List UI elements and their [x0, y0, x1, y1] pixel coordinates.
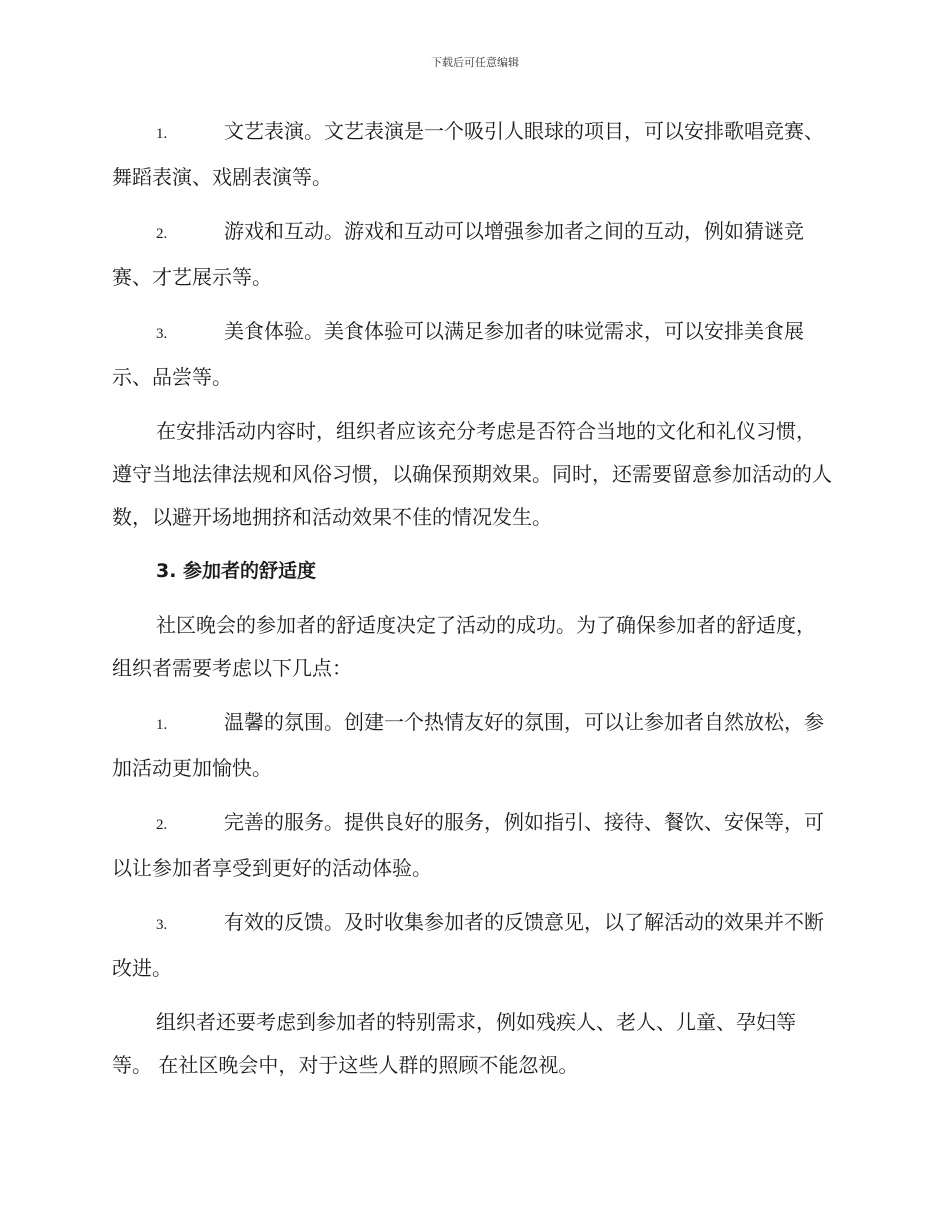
paragraph-comfort-intro: 社区晚会的参加者的舒适度决定了活动的成功。为了确保参加者的舒适度，组织者需要考虑以下几点：	[112, 613, 816, 680]
list-item	[112, 901, 832, 990]
list-item-text: 文艺表演。文艺表演是一个吸引人眼球的项目，可以安排歌唱竞赛、舞蹈表演、戏剧表演等。	[112, 119, 824, 189]
list-item-text: 有效的反馈。及时收集参加者的反馈意见，以了解活动的效果并不断改进。	[112, 910, 824, 980]
document-body	[112, 110, 832, 1098]
list-item-text: 完善的服务。提供良好的服务，例如指引、接待、餐饮、安保等，可以让参加者享受到更好的活动体验。	[112, 810, 824, 880]
list-item-number: 1.	[156, 126, 168, 142]
list-item-number: 3.	[156, 326, 168, 342]
list-item	[112, 801, 832, 890]
page-header: 下载后可任意编辑	[431, 56, 519, 69]
paragraph-special-needs: 组织者还要考虑到参加者的特别需求，例如残疾人、老人、儿童、孕妇等等。 在社区晚会中，对于这些人群的照顾不能忽视。	[112, 1010, 796, 1077]
list-item-number: 3.	[156, 917, 168, 933]
list-item-text: 游戏和互动。游戏和互动可以增强参加者之间的互动，例如猜谜竞赛、才艺展示等。	[112, 219, 804, 289]
list-item	[112, 310, 832, 399]
list-item	[112, 110, 832, 199]
list-item-number: 2.	[156, 226, 168, 242]
paragraph-activity-planning: 在安排活动内容时，组织者应该充分考虑是否符合当地的文化和礼仪习惯， 遵守当地法律法规和风俗习惯，以确保预期效果。同时，还需要留意参加活动的人数，以避开场地拥挤和活动效果不佳的情况发生。	[112, 419, 832, 529]
list-item-number: 1.	[156, 717, 168, 733]
list-item-text: 美食体验。美食体验可以满足参加者的味觉需求，可以安排美食展示、品尝等。	[112, 319, 804, 389]
section-heading: 3. 参加者的舒适度	[156, 560, 317, 582]
list-item	[112, 701, 832, 790]
list-item-text: 温馨的氛围。创建一个热情友好的氛围，可以让参加者自然放松，参加活动更加愉快。	[112, 710, 824, 780]
list-item-number: 2.	[156, 817, 168, 833]
list-item	[112, 210, 832, 299]
